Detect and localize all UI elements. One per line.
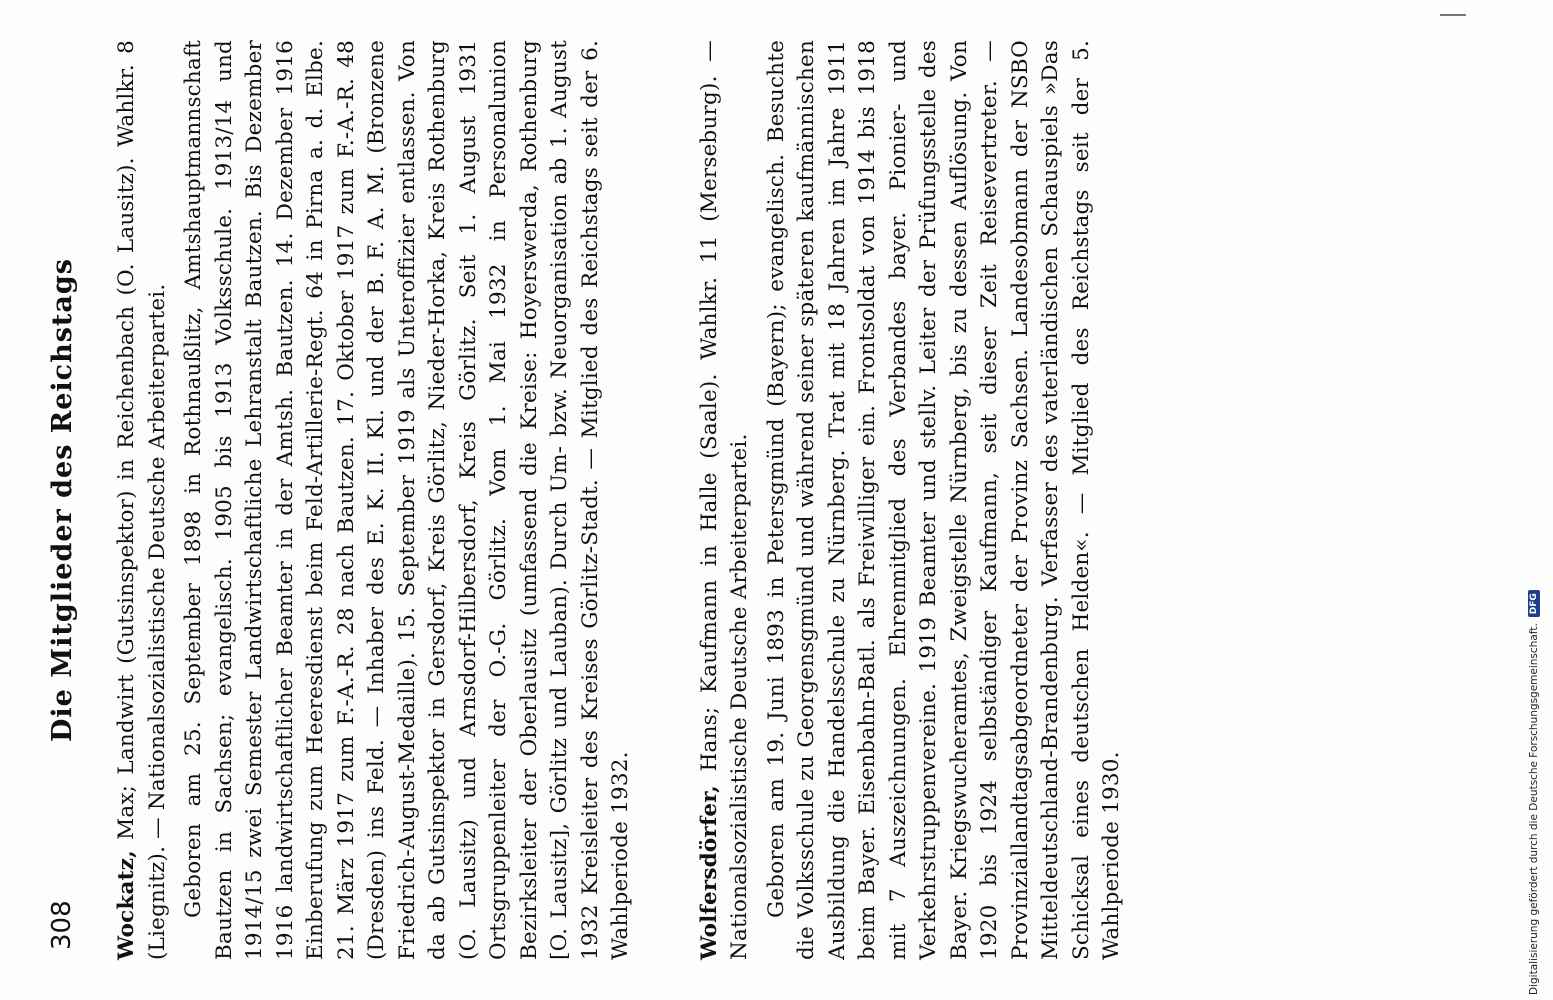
digitization-note [1528, 5, 1540, 995]
member-name: Wockatz, [114, 850, 139, 960]
member-entry [112, 40, 637, 960]
entry-heading-details: Hans; Kaufmann in Halle (Saale). Wahlkr. 11 (Merseburg). — Nationalsozialistische Deutsche Arbeiterpartei. [696, 40, 752, 960]
digitization-text: Digitalisierung gefördert durch die Deutsche Forschungsgemeinschaft. [1528, 623, 1540, 995]
entry-heading [112, 40, 173, 960]
entry-biography: Geboren am 25. September 1898 in Rothnaußlitz, Amtshauptmannschaft Bautzen in Sachsen; evangelisch. 1905 bis 1913 Volksschule. 1913/14 und 1914/15 zwei Semester Landwirtschaftliche Lehranstalt Bautzen. Bis Dezember 1916 landwirtschaftlicher Beamter in der Amtsh. Bautzen. 14. Dezember 1916 Einberufung zum Heeresdienst beim Feld-Artillerie-Regt. 64 in Pirna a. d. Elbe. 21. März 1917 zum F.-A.-R. 28 nach Bautzen. 17. Oktober 1917 zum F.-A.-R. 48 (Dresden) ins Feld. — Inhaber des E. K. II. Kl. und der B. F. A. M. (Bronzene Friedrich-August-Medaille). 15. September 1919 als Unteroffizier entlassen. Von da ab Gutsinspektor in Gersdorf, Kreis Görlitz, Nieder-Horka, Kreis Rothenburg (O. Lausitz) und Arnsdorf-Hilbersdorf, Kreis Görlitz. Seit 1. August 1931 Ortsgruppenleiter der O.-G. Görlitz. Vom 1. Mai 1932 in Personalunion Bezirksleiter der Oberlausitz (umfassend die Kreise: Hoyerswerda, Rothenburg [O. Lausitz], Görlitz und Lauban). Durch Um- bzw. Neuorganisation ab 1. August 1932 Kreisleiter des Kreises Görlitz-Stadt. — Mitglied des Reichstags seit der 6. Wahlperiode 1932. [181, 40, 633, 960]
scan-edge-mark [1440, 14, 1466, 16]
member-name: Wolfersdörfer, [696, 785, 722, 960]
member-entry [695, 40, 1128, 960]
entry-biography: Geboren am 19. Juni 1893 in Petersgmünd (Bayern); evangelisch. Besuchte die Volksschule zu Georgensgmünd und während seiner späteren kaufmännischen Ausbildung die Handelsschule zu Nürnberg. Trat mit 18 Jahren im Jahre 1911 beim Bayer. Eisenbahn-Batl. als Freiwilliger ein. Frontsoldat von 1914 bis 1918 mit 7 Auszeichnungen. Ehrenmitglied des Verbandes bayer. Pionier- und Verkehrstruppenvereine. 1919 Beamter und stellv. Leiter der Prüfungsstelle des Bayer. Kriegswucheramtes, Zweigstelle Nürnberg, bis zu dessen Auflösung. Von 1920 bis 1924 selbständiger Kaufmann, seit dieser Zeit Reisevertreter. — Provinziallandtagsabgeordneter der Provinz Sachsen. Landesobmann der NSBO Mitteldeutschland-Brandenburg. Verfasser des vaterländischen Schauspiels »Das Schicksal eines deutschen Helden«. — Mitglied des Reichstags seit der 5. Wahlperiode 1930. [763, 40, 1124, 960]
running-head: Die Mitglieder des Reichstags [46, 258, 78, 742]
entry-heading [695, 40, 756, 960]
page-header [40, 40, 84, 960]
dfg-logo: DFG [1528, 590, 1540, 617]
page-number: 308 [47, 900, 77, 950]
entry-heading-details: Max; Landwirt (Gutsinspektor) in Reichenbach (O. Lausitz). Wahlkr. 8 (Liegnitz). — Nationalsozialistische Deutsche Arbeiterpartei. [114, 40, 170, 960]
rotated-page-content [40, 40, 1124, 960]
